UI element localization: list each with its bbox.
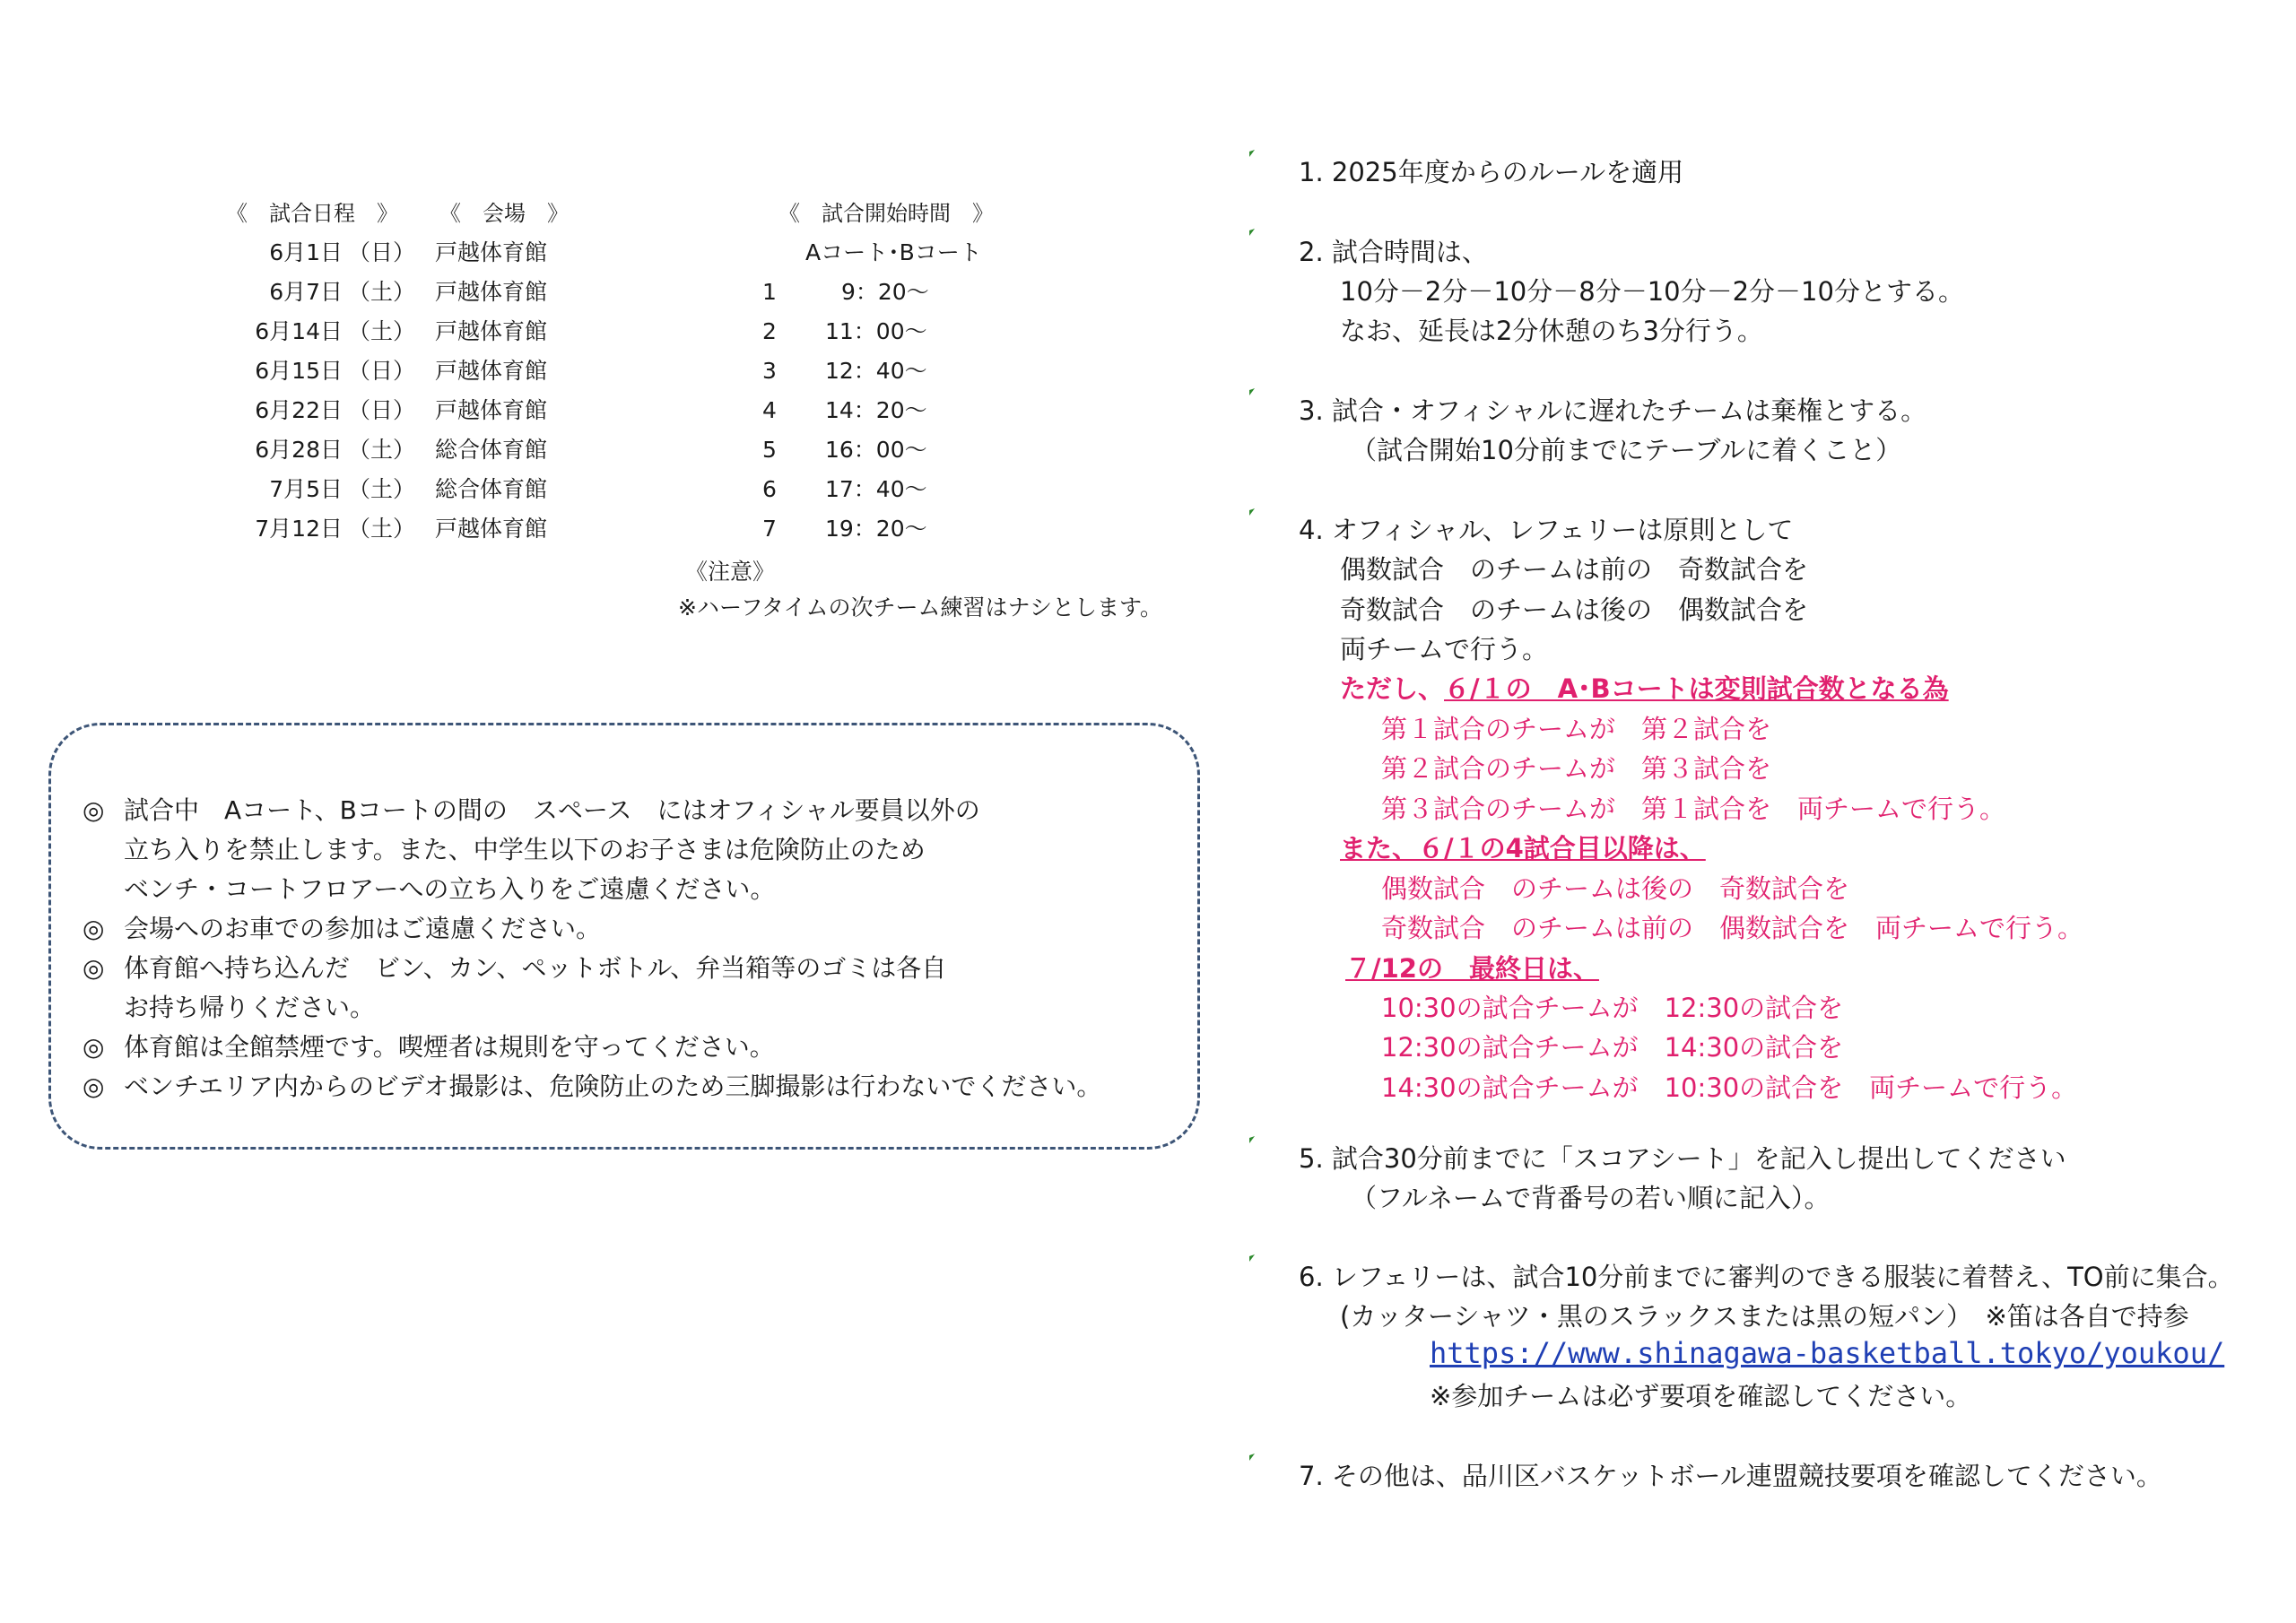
- time-slot: 17：40～: [825, 476, 927, 502]
- schedule-venue: 戸越体育館: [435, 279, 548, 305]
- schedule-date: 6月22日: [255, 397, 343, 423]
- rule-2-line: 10分－2分－10分－8分－10分－2分－10分とする。: [1340, 276, 1964, 307]
- corner-mark-icon: [1248, 508, 1257, 516]
- time-slot-number: 1: [762, 279, 777, 305]
- bullet-mark: ◎: [83, 1072, 105, 1101]
- corner-mark-icon: [1248, 1135, 1257, 1144]
- rule-7: 7. その他は、品川区バスケットボール連盟競技要項を確認してください。: [1299, 1461, 2162, 1491]
- time-slot: 12：40～: [825, 358, 927, 384]
- notice-line: ベンチ・コートフロアーへの立ち入りをご遠慮ください。: [124, 874, 776, 904]
- rule-1: 1. 2025年度からのルールを適用: [1299, 157, 1684, 187]
- rule-4-final-day-heading: ７/12の 最終日は、: [1345, 953, 1599, 984]
- rule-6-line: (カッターシャツ・黒のスラックスまたは黒の短パン） ※笛は各自で持参: [1340, 1301, 2189, 1332]
- rule-3-heading: 3. 試合・オフィシャルに遅れたチームは棄権とする。: [1299, 395, 1927, 426]
- rule-5-line: （フルネームで背番号の若い順に記入）。: [1351, 1183, 1831, 1213]
- bullet-mark: ◎: [83, 795, 105, 825]
- notice-line: 試合中 Aコート、Bコートの間の スペース にはオフィシャル要員以外の: [124, 795, 980, 825]
- schedule-date: 7月12日: [255, 516, 343, 542]
- notice-line: お持ち帰りください。: [124, 993, 376, 1022]
- notice-line: 立ち入りを禁止します。また、中学生以下のお子さまは危険防止のため: [124, 835, 926, 864]
- time-slot: 11：00～: [825, 318, 927, 344]
- bullet-mark: ◎: [83, 953, 105, 983]
- bullet-mark: ◎: [83, 914, 105, 943]
- time-slot: 9：20～: [841, 279, 929, 305]
- rule-5-heading: 5. 試合30分前までに「スコアシート」を記入し提出してください: [1299, 1143, 2066, 1174]
- schedule-date-header: 《 試合日程 》: [226, 201, 398, 226]
- rule-3-line: （試合開始10分前までにテーブルに着くこと）: [1351, 435, 1902, 465]
- schedule-date: 6月15日: [255, 358, 343, 384]
- schedule-time-header: 《 試合開始時間 》: [778, 201, 994, 226]
- schedule-day: （土）: [348, 318, 416, 344]
- rule-4-after-line: 奇数試合 のチームは前の 偶数試合を 両チームで行う。: [1381, 913, 2084, 943]
- notice-line: ベンチエリア内からのビデオ撮影は、危険防止のため三脚撮影は行わないでください。: [124, 1072, 1102, 1101]
- corner-mark-icon: [1248, 387, 1257, 396]
- schedule-venue: 戸越体育館: [435, 358, 548, 384]
- schedule-venue: 戸越体育館: [435, 239, 548, 265]
- schedule-day: （土）: [348, 476, 416, 502]
- rule-4-exception-prefix: ただし、: [1340, 673, 1445, 704]
- corner-mark-icon: [1248, 228, 1257, 237]
- rule-4-after-line: 偶数試合 のチームは後の 奇数試合を: [1381, 873, 1850, 904]
- schedule-venue-header: 《 会場 》: [439, 201, 569, 226]
- schedule-day: （日）: [348, 358, 416, 384]
- rule-2-heading: 2. 試合時間は、: [1299, 237, 1488, 267]
- rule-4-exception-line: 第１試合のチームが 第２試合を: [1381, 714, 1772, 744]
- time-slot: 16：00～: [825, 437, 927, 463]
- time-slot-number: 5: [762, 437, 777, 463]
- corner-mark-icon: [1248, 1453, 1257, 1462]
- time-slot-number: 3: [762, 358, 777, 384]
- schedule-day: （日）: [348, 239, 416, 265]
- schedule-date: 6月14日: [255, 318, 343, 344]
- time-slot-number: 7: [762, 516, 777, 542]
- schedule-venue: 戸越体育館: [435, 318, 548, 344]
- time-slot-number: 2: [762, 318, 777, 344]
- time-slot: 14：20～: [825, 397, 927, 423]
- time-slot-number: 6: [762, 476, 777, 502]
- rule-4-line: 偶数試合 のチームは前の 奇数試合を: [1340, 554, 1809, 585]
- rule-6-heading: 6. レフェリーは、試合10分前までに審判のできる服装に着替え、TO前に集合。: [1299, 1262, 2234, 1292]
- rule-4-exception-line: 第２試合のチームが 第３試合を: [1381, 753, 1772, 784]
- rule-4-heading: 4. オフィシャル、レフェリーは原則として: [1299, 515, 1794, 545]
- rule-6-note: ※参加チームは必ず要項を確認してください。: [1430, 1381, 1972, 1411]
- notice-line: 会場へのお車での参加はご遠慮ください。: [124, 914, 602, 943]
- rule-4-line: 両チームで行う。: [1340, 634, 1549, 664]
- court-label: Aコート･Bコート: [805, 239, 982, 265]
- schedule-day: （土）: [348, 437, 416, 463]
- schedule-venue: 戸越体育館: [435, 397, 548, 423]
- schedule-date: 7月5日: [269, 476, 343, 502]
- schedule-day: （土）: [348, 279, 416, 305]
- schedule-venue: 総合体育館: [435, 437, 548, 463]
- schedule-day: （土）: [348, 516, 416, 542]
- note-heading: 《注意》: [685, 559, 776, 585]
- rule-4-exception-line: 第３試合のチームが 第１試合を 両チームで行う。: [1381, 794, 2006, 824]
- schedule-date: 6月28日: [255, 437, 343, 463]
- rule-4-after-heading: また、６/１の4試合目以降は、: [1340, 833, 1706, 864]
- bullet-mark: ◎: [83, 1032, 105, 1062]
- note-text: ※ハーフタイムの次チーム練習はナシとします。: [678, 595, 1162, 621]
- rule-2-line: なお、延長は2分休憩のち3分行う。: [1340, 316, 1763, 346]
- rule-4-line: 奇数試合 のチームは後の 偶数試合を: [1340, 595, 1809, 625]
- schedule-venue: 総合体育館: [435, 476, 548, 502]
- rule-4-exception-text: ６/１の A･Bコートは変則試合数となる為: [1444, 673, 1949, 704]
- corner-mark-icon: [1248, 149, 1257, 158]
- schedule-venue: 戸越体育館: [435, 516, 548, 542]
- schedule-date: 6月7日: [269, 279, 343, 305]
- notice-line: 体育館は全館禁煙です。喫煙者は規則を守ってください。: [124, 1032, 775, 1062]
- corner-mark-icon: [1248, 1254, 1257, 1263]
- time-slot-number: 4: [762, 397, 777, 423]
- schedule-date: 6月1日: [269, 239, 343, 265]
- rule-4-final-day-line: 14:30の試合チームが 10:30の試合を 両チームで行う。: [1381, 1072, 2078, 1103]
- notice-line: 体育館へ持ち込んだ ビン、カン、ペットボトル、弁当箱等のゴミは各自: [124, 953, 947, 983]
- schedule-day: （日）: [348, 397, 416, 423]
- rule-4-final-day-line: 12:30の試合チームが 14:30の試合を: [1381, 1032, 1844, 1063]
- guidelines-link[interactable]: https://www.shinagawa-basketball.tokyo/youkou/: [1430, 1336, 2225, 1370]
- time-slot: 19：20～: [825, 516, 927, 542]
- rule-4-final-day-line: 10:30の試合チームが 12:30の試合を: [1381, 993, 1844, 1023]
- rule-4-exception-heading: [1340, 669, 1949, 709]
